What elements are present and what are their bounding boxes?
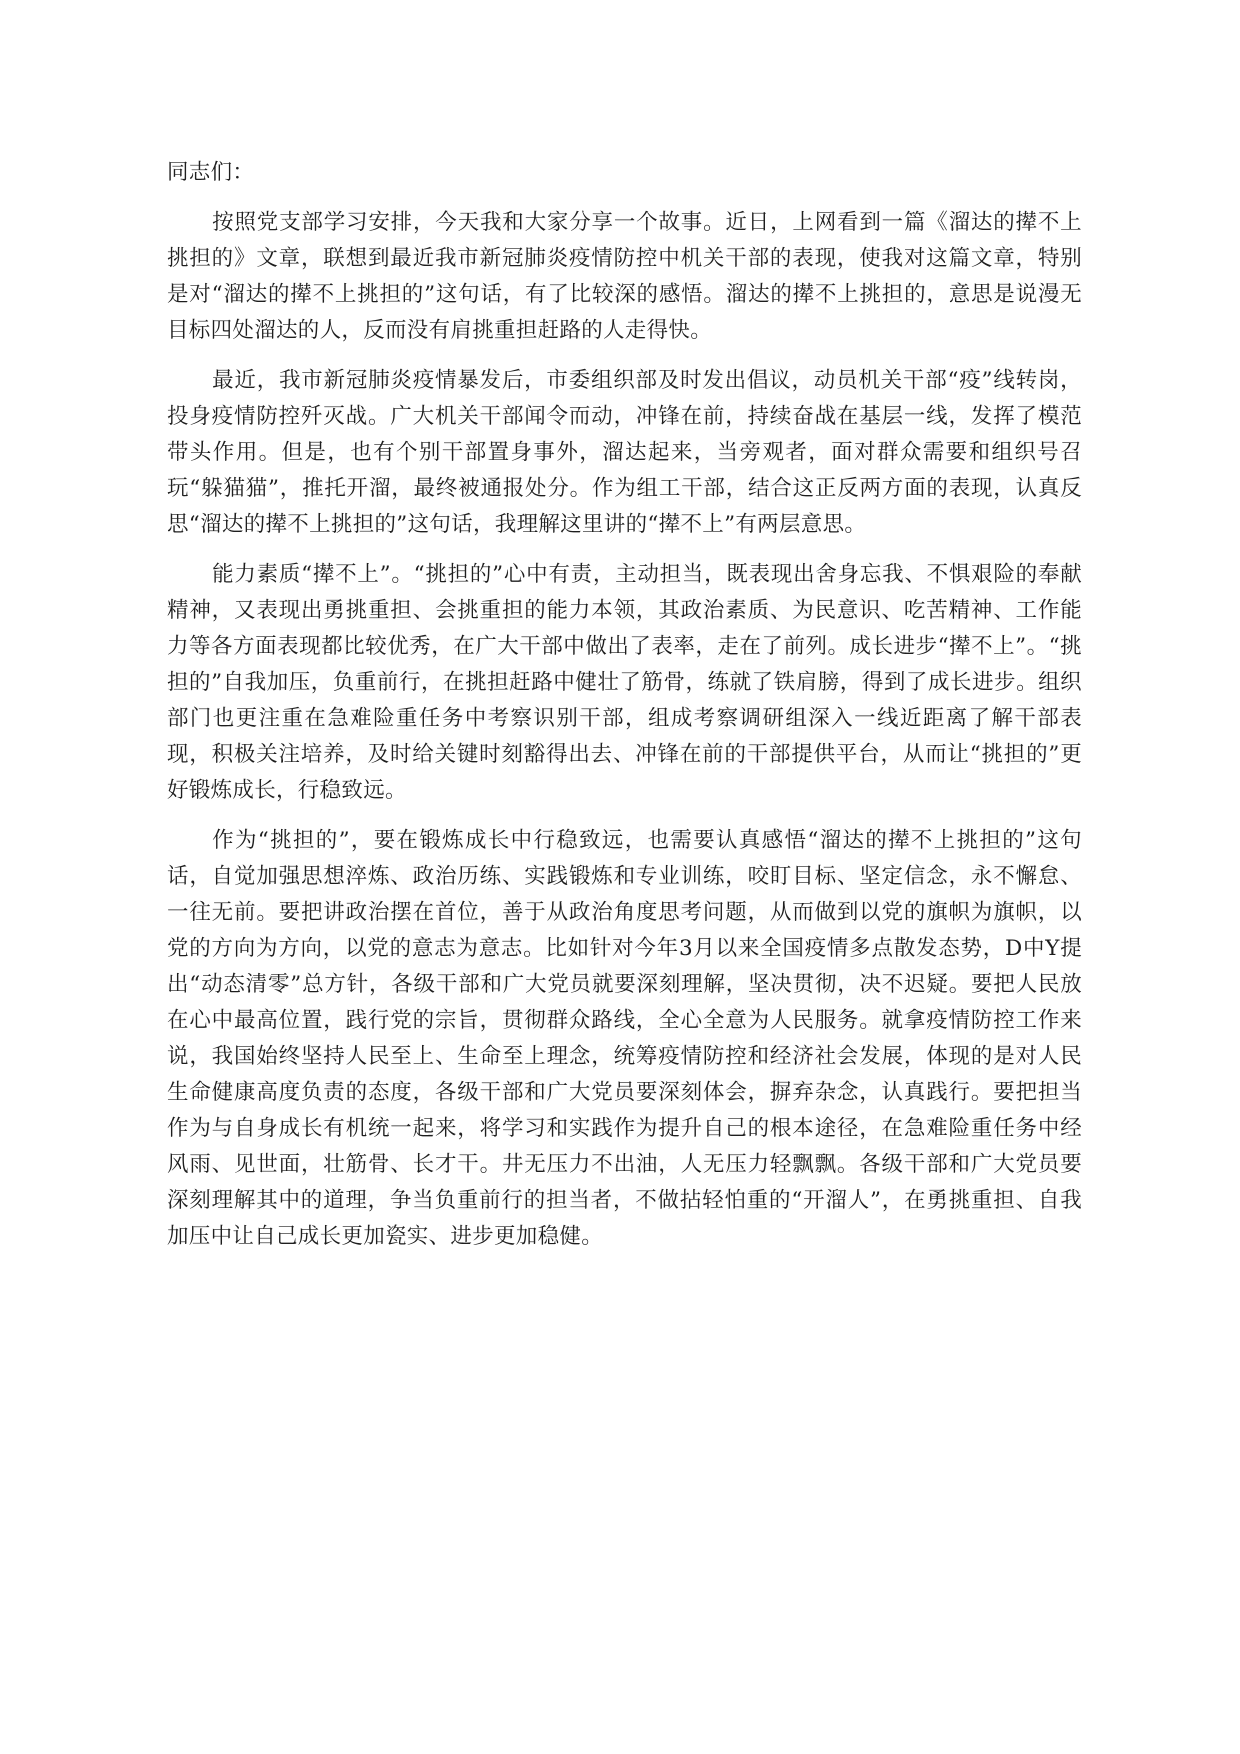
salutation: 同志们： (167, 160, 255, 185)
document-body (167, 155, 1082, 1269)
paragraph: 作为“挑担的”，要在锻炼成长中行稳致远，也需要认真感悟“溜达的撵不上挑担的”这句话，自觉加强思想淬炼、政治历练、实践锻炼和专业训练，咬盯目标、坚定信念，永不懈怠、一往无前。要把讲政治摆在首位，善于从政治角度思考问题，从而做到以党的旗帜为旗帜，以党的方向为方向，以党的意志为意志。比如针对今年3月以来全国疫情多点散发态势，D中Y提出“动态清零”总方针，各级干部和广大党员就要深刻理解，坚决贯彻，决不迟疑。要把人民放在心中最高位置，践行党的宗旨，贯彻群众路线，全心全意为人民服务。就拿疫情防控工作来说，我国始终坚持人民至上、生命至上理念，统筹疫情防控和经济社会发展，体现的是对人民生命健康高度负责的态度，各级干部和广大党员要深刻体会，摒弃杂念，认真践行。要把担当作为与自身成长有机统一起来，将学习和实践作为提升自己的根本途径，在急难险重任务中经风雨、见世面，壮筋骨、长才干。井无压力不出油，人无压力轻飘飘。各级干部和广大党员要深刻理解其中的道理，争当负重前行的担当者，不做拈轻怕重的“开溜人”，在勇挑重担、自我加压中让自己成长更加瓷实、进步更加稳健。 (167, 828, 1082, 1249)
paragraph: 最近，我市新冠肺炎疫情暴发后，市委组织部及时发出倡议，动员机关干部“疫”线转岗，投身疫情防控歼灭战。广大机关干部闻令而动，冲锋在前，持续奋战在基层一线，发挥了模范带头作用。但是，也有个别干部置身事外，溜达起来，当旁观者，面对群众需要和组织号召玩“躲猫猫”，推托开溜，最终被通报处分。作为组工干部，结合这正反两方面的表现，认真反思“溜达的撵不上挑担的”这句话，我理解这里讲的“撵不上”有两层意思。 (167, 368, 1082, 537)
paragraph: 能力素质“撵不上”。“挑担的”心中有责，主动担当，既表现出舍身忘我、不惧艰险的奉献精神，又表现出勇挑重担、会挑重担的能力本领，其政治素质、为民意识、吃苦精神、工作能力等各方面表现都比较优秀，在广大干部中做出了表率，走在了前列。成长进步“撵不上”。“挑担的”自我加压，负重前行，在挑担赶路中健壮了筋骨，练就了铁肩膀，得到了成长进步。组织部门也更注重在急难险重任务中考察识别干部，组成考察调研组深入一线近距离了解干部表现，积极关注培养，及时给关键时刻豁得出去、冲锋在前的干部提供平台，从而让“挑担的”更好锻炼成长，行稳致远。 (167, 562, 1082, 803)
paragraph: 按照党支部学习安排，今天我和大家分享一个故事。近日，上网看到一篇《溜达的撵不上挑担的》文章，联想到最近我市新冠肺炎疫情防控中机关干部的表现，使我对这篇文章，特别是对“溜达的撵不上挑担的”这句话，有了比较深的感悟。溜达的撵不上挑担的，意思是说漫无目标四处溜达的人，反而没有肩挑重担赶路的人走得快。 (167, 210, 1082, 343)
